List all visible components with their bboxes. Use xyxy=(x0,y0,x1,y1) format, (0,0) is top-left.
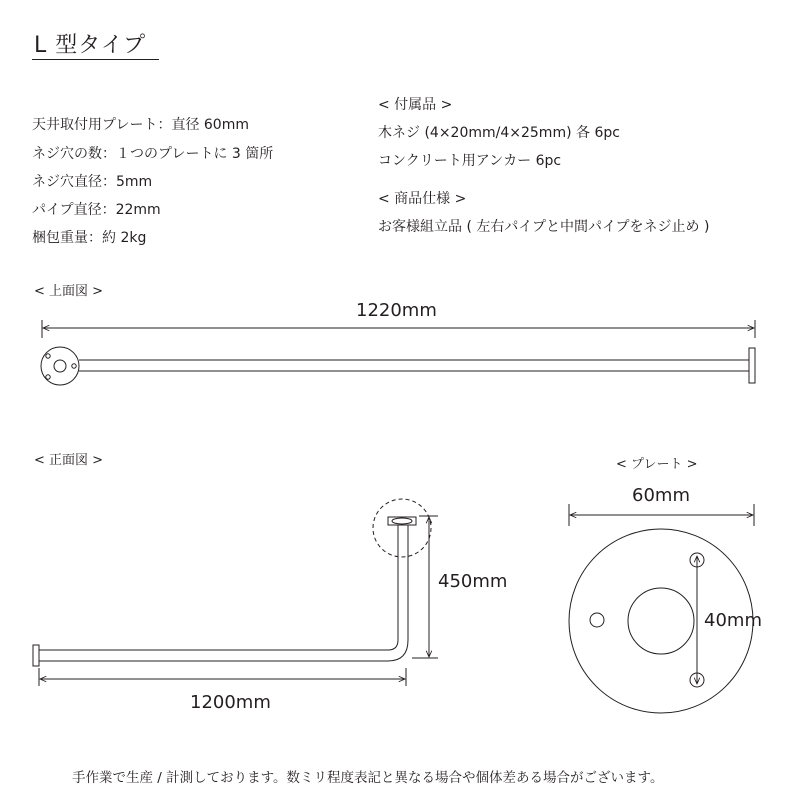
plate-view-label: < プレート > xyxy=(616,457,698,472)
product-spec-text: お客様組立品 ( 左右パイプと中間パイプをネジ止め ) xyxy=(378,219,710,235)
top-view xyxy=(41,320,755,385)
spec-screw-hole-diameter: ネジ穴直径：5mm xyxy=(32,174,153,190)
top-view-plate-hole xyxy=(46,375,50,379)
front-view xyxy=(33,499,438,686)
plate-diameter-dimension: 60mm xyxy=(632,485,690,506)
plate-center-hole xyxy=(628,588,694,654)
spec-pipe-diameter: パイプ直径：22mm xyxy=(32,202,161,218)
plate-outline xyxy=(569,529,753,713)
accessories-heading: < 付属品 > xyxy=(378,97,453,113)
top-view-plate-hole xyxy=(46,354,50,358)
spec-plate-diameter: 天井取付用プレート：直径 60mm xyxy=(32,117,249,133)
product-spec-heading: < 商品仕様 > xyxy=(378,191,467,207)
accessory-item-anchors: コンクリート用アンカー 6pc xyxy=(378,153,562,169)
spec-package-weight: 梱包重量：約 2kg xyxy=(32,230,147,246)
spec-screw-hole-count: ネジ穴の数：１つのプレートに 3 箇所 xyxy=(32,146,274,162)
top-view-end-plate xyxy=(749,348,755,383)
top-view-label: < 上面図 > xyxy=(34,284,104,299)
page-title: L 型タイプ xyxy=(34,33,147,58)
front-view-width-dimension: 1200mm xyxy=(190,692,271,713)
plate-hole-spacing-dimension: 40mm xyxy=(704,610,762,631)
footer-note: 手作業で生産 / 計測しております。数ミリ程度表記と異なる場合や個体差ある場合がございます。 xyxy=(72,770,664,786)
top-view-dimension: 1220mm xyxy=(356,300,437,321)
front-view-label: < 正面図 > xyxy=(34,453,104,468)
plate-screw-hole xyxy=(590,613,604,627)
front-view-pipe-bend xyxy=(388,640,398,650)
front-view-ceiling-plate-top xyxy=(392,518,412,524)
front-view-end-plate xyxy=(33,645,39,666)
top-view-plate-hole xyxy=(72,364,76,368)
plate-view xyxy=(569,504,754,713)
accessory-item-screws: 木ネジ (4×20mm/4×25mm) 各 6pc xyxy=(378,125,620,141)
top-view-plate-center xyxy=(54,360,66,372)
front-view-detail-circle xyxy=(373,499,431,557)
front-view-height-dimension: 450mm xyxy=(438,571,508,592)
